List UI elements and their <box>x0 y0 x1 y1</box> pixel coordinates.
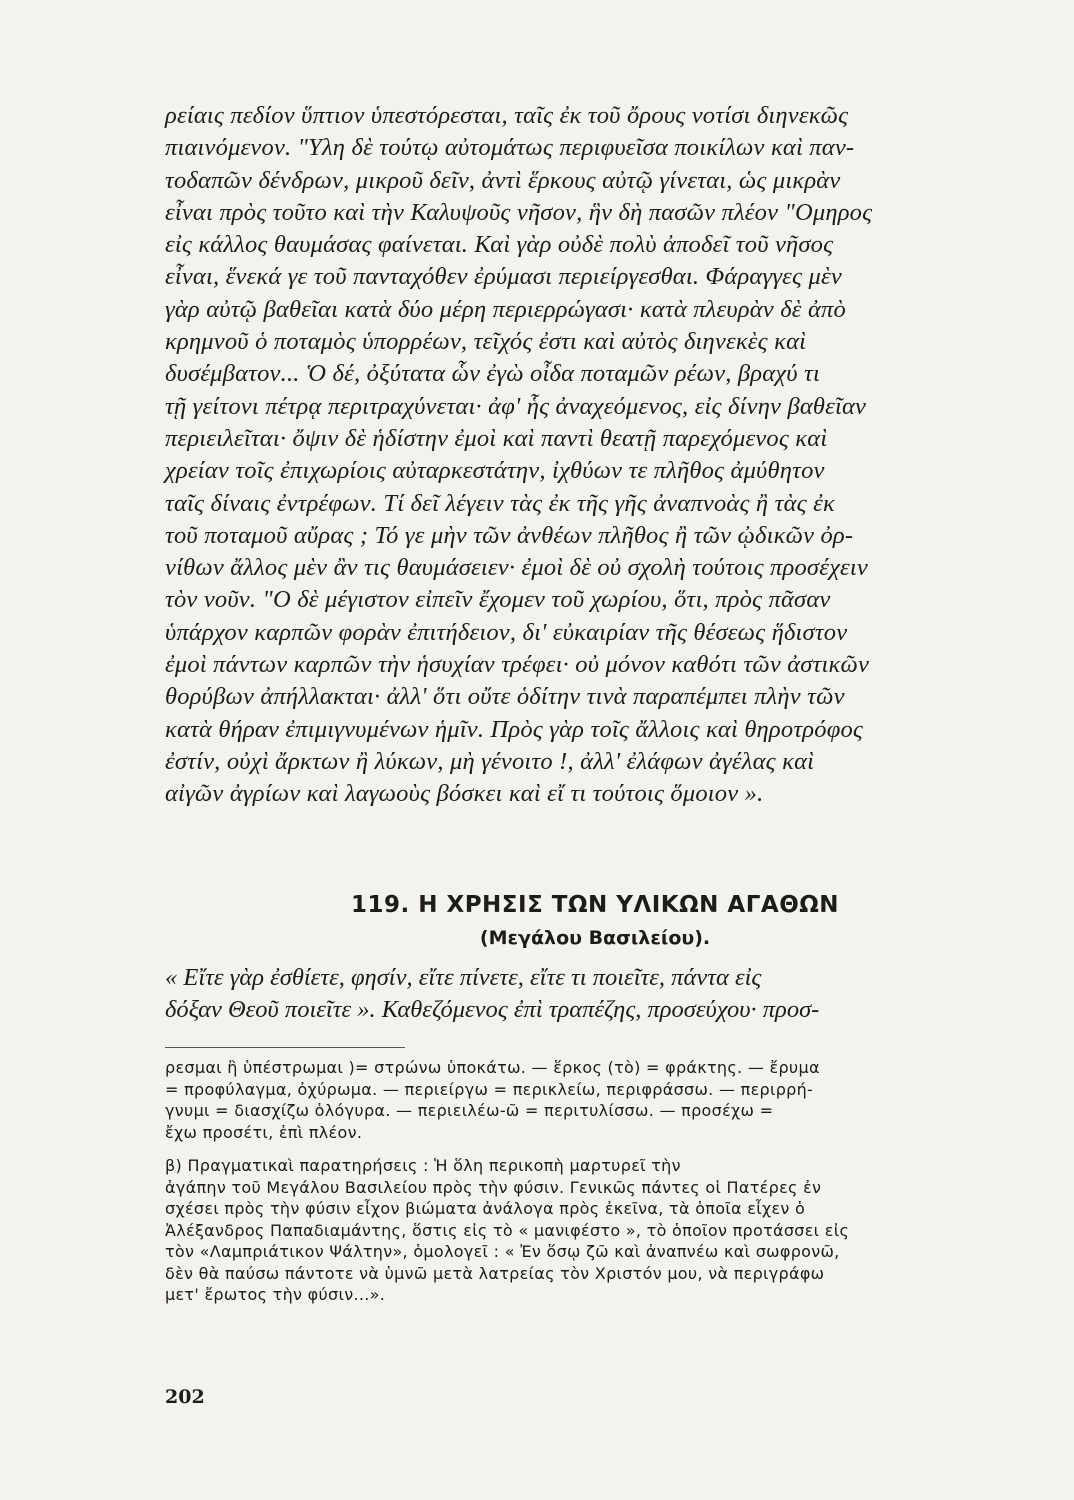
text-line: περιειλεῖται· ὄψιν δὲ ἡδίστην ἐμοὶ καὶ παντὶ θεατῇ παρεχόμενος καὶ <box>165 424 828 452</box>
glossary-line: ρεσμαι ἢ ὑπέστρωμαι )= στρώνω ὑποκάτω. — ἕρκος (τὸ) = φράκτης. — ἔρυμα <box>165 1058 820 1077</box>
text-line: θορύβων ἀπήλλακται· ἀλλ' ὅτι οὔτε ὁδίτην τινὰ παραπέμπει πλὴν τῶν <box>165 683 845 711</box>
text-line: τοῦ ποταμοῦ αὔρας ; Τό γε μὴν τῶν ἀνθέων πλῆθος ἢ τῶν ᾠδικῶν ὀρ- <box>165 521 854 549</box>
glossary-line: γνυμι = διασχίζω ὁλόγυρα. — περιειλέω-ῶ = περιτυλίσσω. — προσέχω = <box>165 1101 774 1120</box>
observation-line: ἀγάπην τοῦ Μεγάλου Βασιλείου πρὸς τὴν φύσιν. Γενικῶς πάντες οἱ Πατέρες ἐν <box>165 1177 822 1197</box>
text-line: τῇ γείτονι πέτρᾳ περιτραχύνεται· ἀφ' ἧς ἀναχεόμενος, εἰς δίνην βαθεῖαν <box>165 392 867 420</box>
note-gap <box>165 1143 1025 1155</box>
text-line: αἰγῶν ἀγρίων καὶ λαγωοὺς βόσκει καὶ εἴ τι τούτοις ὅμοιον ». <box>165 780 764 808</box>
main-text <box>165 100 1025 811</box>
text-line: εἶναι πρὸς τοῦτο καὶ τὴν Καλυψοῦς νῆσον, ἣν δὴ πασῶν πλέον "Ομηρος <box>165 198 873 226</box>
text-line: δυσέμβατον... Ὁ δέ, ὀξύτατα ὧν ἐγὼ οἶδα ποταμῶν ρέων, βραχύ τι <box>165 360 820 388</box>
observation-line: σχέσει πρὸς τὴν φύσιν εἶχον βιώματα ἀνάλογα πρὸς ἐκεῖνα, τὰ ὁποῖα εἶχεν ὁ <box>165 1199 806 1218</box>
text-line: κρημνοῦ ὁ ποταμὸς ὑπορρέων, τεῖχός ἐστι καὶ αὐτὸς διηνεκὲς καὶ <box>165 328 807 356</box>
text-line: πιαινόμενον. "Υλη δὲ τούτῳ αὐτομάτως περιφυεῖσα ποικίλων καὶ παν- <box>165 134 855 162</box>
section-heading: 119. Η ΧΡΗΣΙΣ ΤΩΝ ΥΛΙΚΩΝ ΑΓΑΘΩΝ <box>350 892 840 918</box>
observation-line: β) Πραγματικαὶ παρατηρήσεις : Ἡ ὅλη περικοπὴ μαρτυρεῖ τὴν <box>165 1156 681 1175</box>
observation-line: Ἀλέξανδρος Παπαδιαμάντης, ὅστις εἰς τὸ « μανιφέστο », τὸ ὁποῖον προτάσσει εἰς <box>165 1220 850 1240</box>
text-line: δόξαν Θεοῦ ποιεῖτε ». Καθεζόμενος ἐπὶ τραπέζης, προσεύχου· προσ- <box>165 996 820 1023</box>
text-line: νίθων ἄλλος μὲν ἂν τις θαυμάσειεν· ἐμοὶ δὲ οὐ σχολὴ τούτοις προσέχειν <box>165 554 868 582</box>
text-line: εἶναι, ἕνεκά γε τοῦ πανταχόθεν ἐρύμασι περιείργεσθαι. Φάραγγες μὲν <box>165 263 842 291</box>
text-line: χρείαν τοῖς ἐπιχωρίοις αὐταρκεστάτην, ἰχθύων τε πλῆθος ἀμύθητον <box>165 457 825 485</box>
section-title <box>165 888 1025 954</box>
glossary-line: ἔχω προσέτι, ἐπὶ πλέον. <box>165 1122 363 1142</box>
text-line: γὰρ αὐτῷ βαθεῖαι κατὰ δύο μέρη περιερρώγασι· κατὰ πλευρὰν δὲ ἀπὸ <box>165 295 846 323</box>
section-subheading: (Μεγάλου Βασιλείου). <box>479 927 711 949</box>
text-line: ἐμοὶ πάντων καρπῶν τὴν ἡσυχίαν τρέφει· οὐ μόνον καθότι τῶν ἀστικῶν <box>165 651 870 679</box>
text-line: τὸν νοῦν. "Ο δὲ μέγιστον εἰπεῖν ἔχομεν τοῦ χωρίου, ὅτι, πρὸς πᾶσαν <box>165 586 831 614</box>
text-line: κατὰ θήραν ἐπιμιγνυμένων ἡμῖν. Πρὸς γὰρ τοῖς ἄλλοις καὶ θηροτρόφος <box>165 715 864 743</box>
text-line: ρείαις πεδίον ὕπτιον ὑπεστόρεσται, ταῖς ἐκ τοῦ ὄρους νοτίσι διηνεκῶς <box>165 102 849 129</box>
text-line: « Εἴτε γὰρ ἐσθίετε, φησίν, εἴτε πίνετε, εἴτε τι ποιεῖτε, πάντα εἰς <box>165 964 762 991</box>
text-line: εἰς κάλλος θαυμάσας φαίνεται. Καὶ γὰρ οὐδὲ πολὺ ἀποδεῖ τοῦ νῆσος <box>165 231 834 259</box>
footnotes <box>165 1057 1025 1306</box>
text-line: ὑπάρχον καρπῶν φορὰν ἐπιτήδειον, δι' εὐκαιρίαν τῆς θέσεως ἥδιστον <box>165 618 848 646</box>
section-text <box>165 962 1025 1026</box>
text-line: ἐστίν, οὐχὶ ἄρκτων ἢ λύκων, μὴ γένοιτο !, ἀλλ' ἐλάφων ἀγέλας καὶ <box>165 747 815 775</box>
glossary-line: = προφύλαγμα, ὀχύρωμα. — περιείργω = περικλείω, περιφράσσω. — περιρρή- <box>165 1079 814 1099</box>
observation-line: τὸν «Λαμπριάτικον Ψάλτην», ὁμολογεῖ : « Ἐν ὅσῳ ζῶ καὶ ἀναπνέω καὶ σωφρονῶ, <box>165 1242 840 1261</box>
observation-line: δὲν θὰ παύσω πάντοτε νὰ ὑμνῶ μετὰ λατρείας τὸν Χριστόν μου, νὰ περιγράφω <box>165 1263 825 1283</box>
page-number: 202 <box>165 1386 205 1408</box>
text-line: τοδαπῶν δένδρων, μικροῦ δεῖν, ἀντὶ ἕρκους αὐτῷ γίνεται, ὡς μικρὰν <box>165 166 841 194</box>
text-line: ταῖς δίναις ἐντρέφων. Τί δεῖ λέγειν τὰς ἐκ τῆς γῆς ἀναπνοὰς ἢ τὰς ἐκ <box>165 489 835 517</box>
footnote-divider <box>165 1047 405 1048</box>
observation-line: μετ' ἔρωτος τὴν φύσιν...». <box>165 1285 386 1304</box>
